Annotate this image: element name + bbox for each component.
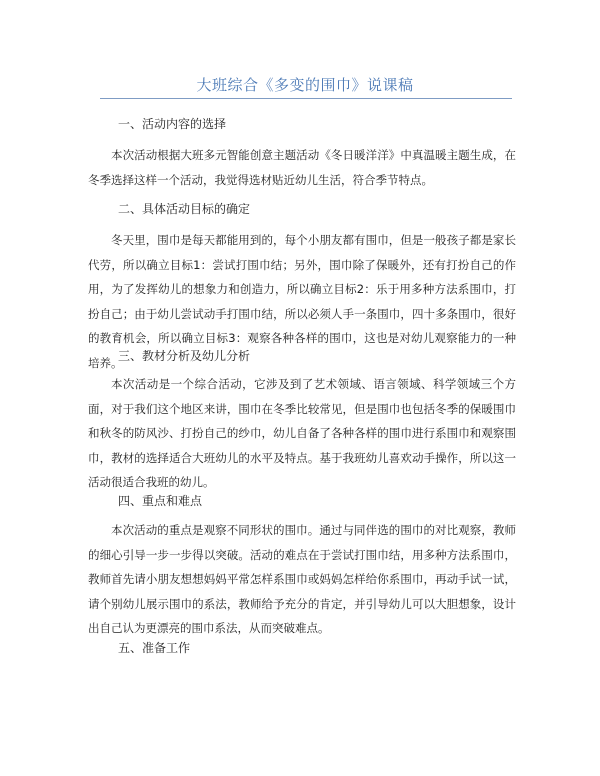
section-2-paragraph: 冬天里，围巾是每天都能用到的，每个小朋友都有围巾，但是一般孩子都是家长代劳，所以确立目标1：尝试打围巾结；另外，围巾除了保暖外，还有打扮自己的作用，为了发挥幼儿的想象力和创造力，所以确立目标2：乐于用多种方法系围巾，打扮自己；由于幼儿尝试动手打围巾结，所以必须人手一条围巾，四十多条围巾，很好的教育机会，所以确立目标3：观察各种各样的围巾，这也是对幼儿观察能力的一种培养。: [88, 233, 516, 370]
section-5-heading: 五、准备工作: [118, 641, 191, 655]
section-1-paragraph: 本次活动根据大班多元智能创意主题活动《冬日暖洋洋》中真温暖主题生成，在冬季选择这样一个活动，我觉得选材贴近幼儿生活，符合季节特点。: [88, 148, 516, 187]
document-title: 大班综合《多变的围巾》说课稿: [196, 76, 414, 94]
title-divider: [100, 98, 512, 99]
section-3-heading: 三、教材分析及幼儿分析: [118, 349, 251, 363]
section-4-heading: 四、重点和难点: [118, 494, 203, 508]
section-2-heading: 二、具体活动目标的确定: [118, 202, 251, 216]
section-4-paragraph: 本次活动的重点是观察不同形状的围巾。通过与同伴选的围巾的对比观察，教师的细心引导一步一步得以突破。活动的难点在于尝试打围巾结，用多种方法系围巾，教师首先请小朋友想想妈妈平常怎样系围巾或妈妈怎样给你系围巾，再动手试一试，请个别幼儿展示围巾的系法，教师给予充分的肯定，并引导幼儿可以大胆想象，设计出自己认为更漂亮的围巾系法，从而突破难点。: [88, 523, 516, 635]
section-3-paragraph: 本次活动是一个综合活动，它涉及到了艺术领域、语言领域、科学领域三个方面，对于我们这个地区来讲，围巾在冬季比较常见，但是围巾也包括冬季的保暖围巾和秋冬的防风沙、打扮自己的纱巾，幼儿自备了各种各样的围巾进行系围巾和观察围巾，教材的选择适合大班幼儿的水平及特点。基于我班幼儿喜欢动手操作，所以这一活动很适合我班的幼儿。: [88, 377, 516, 489]
section-1-heading: 一、活动内容的选择: [118, 117, 227, 131]
